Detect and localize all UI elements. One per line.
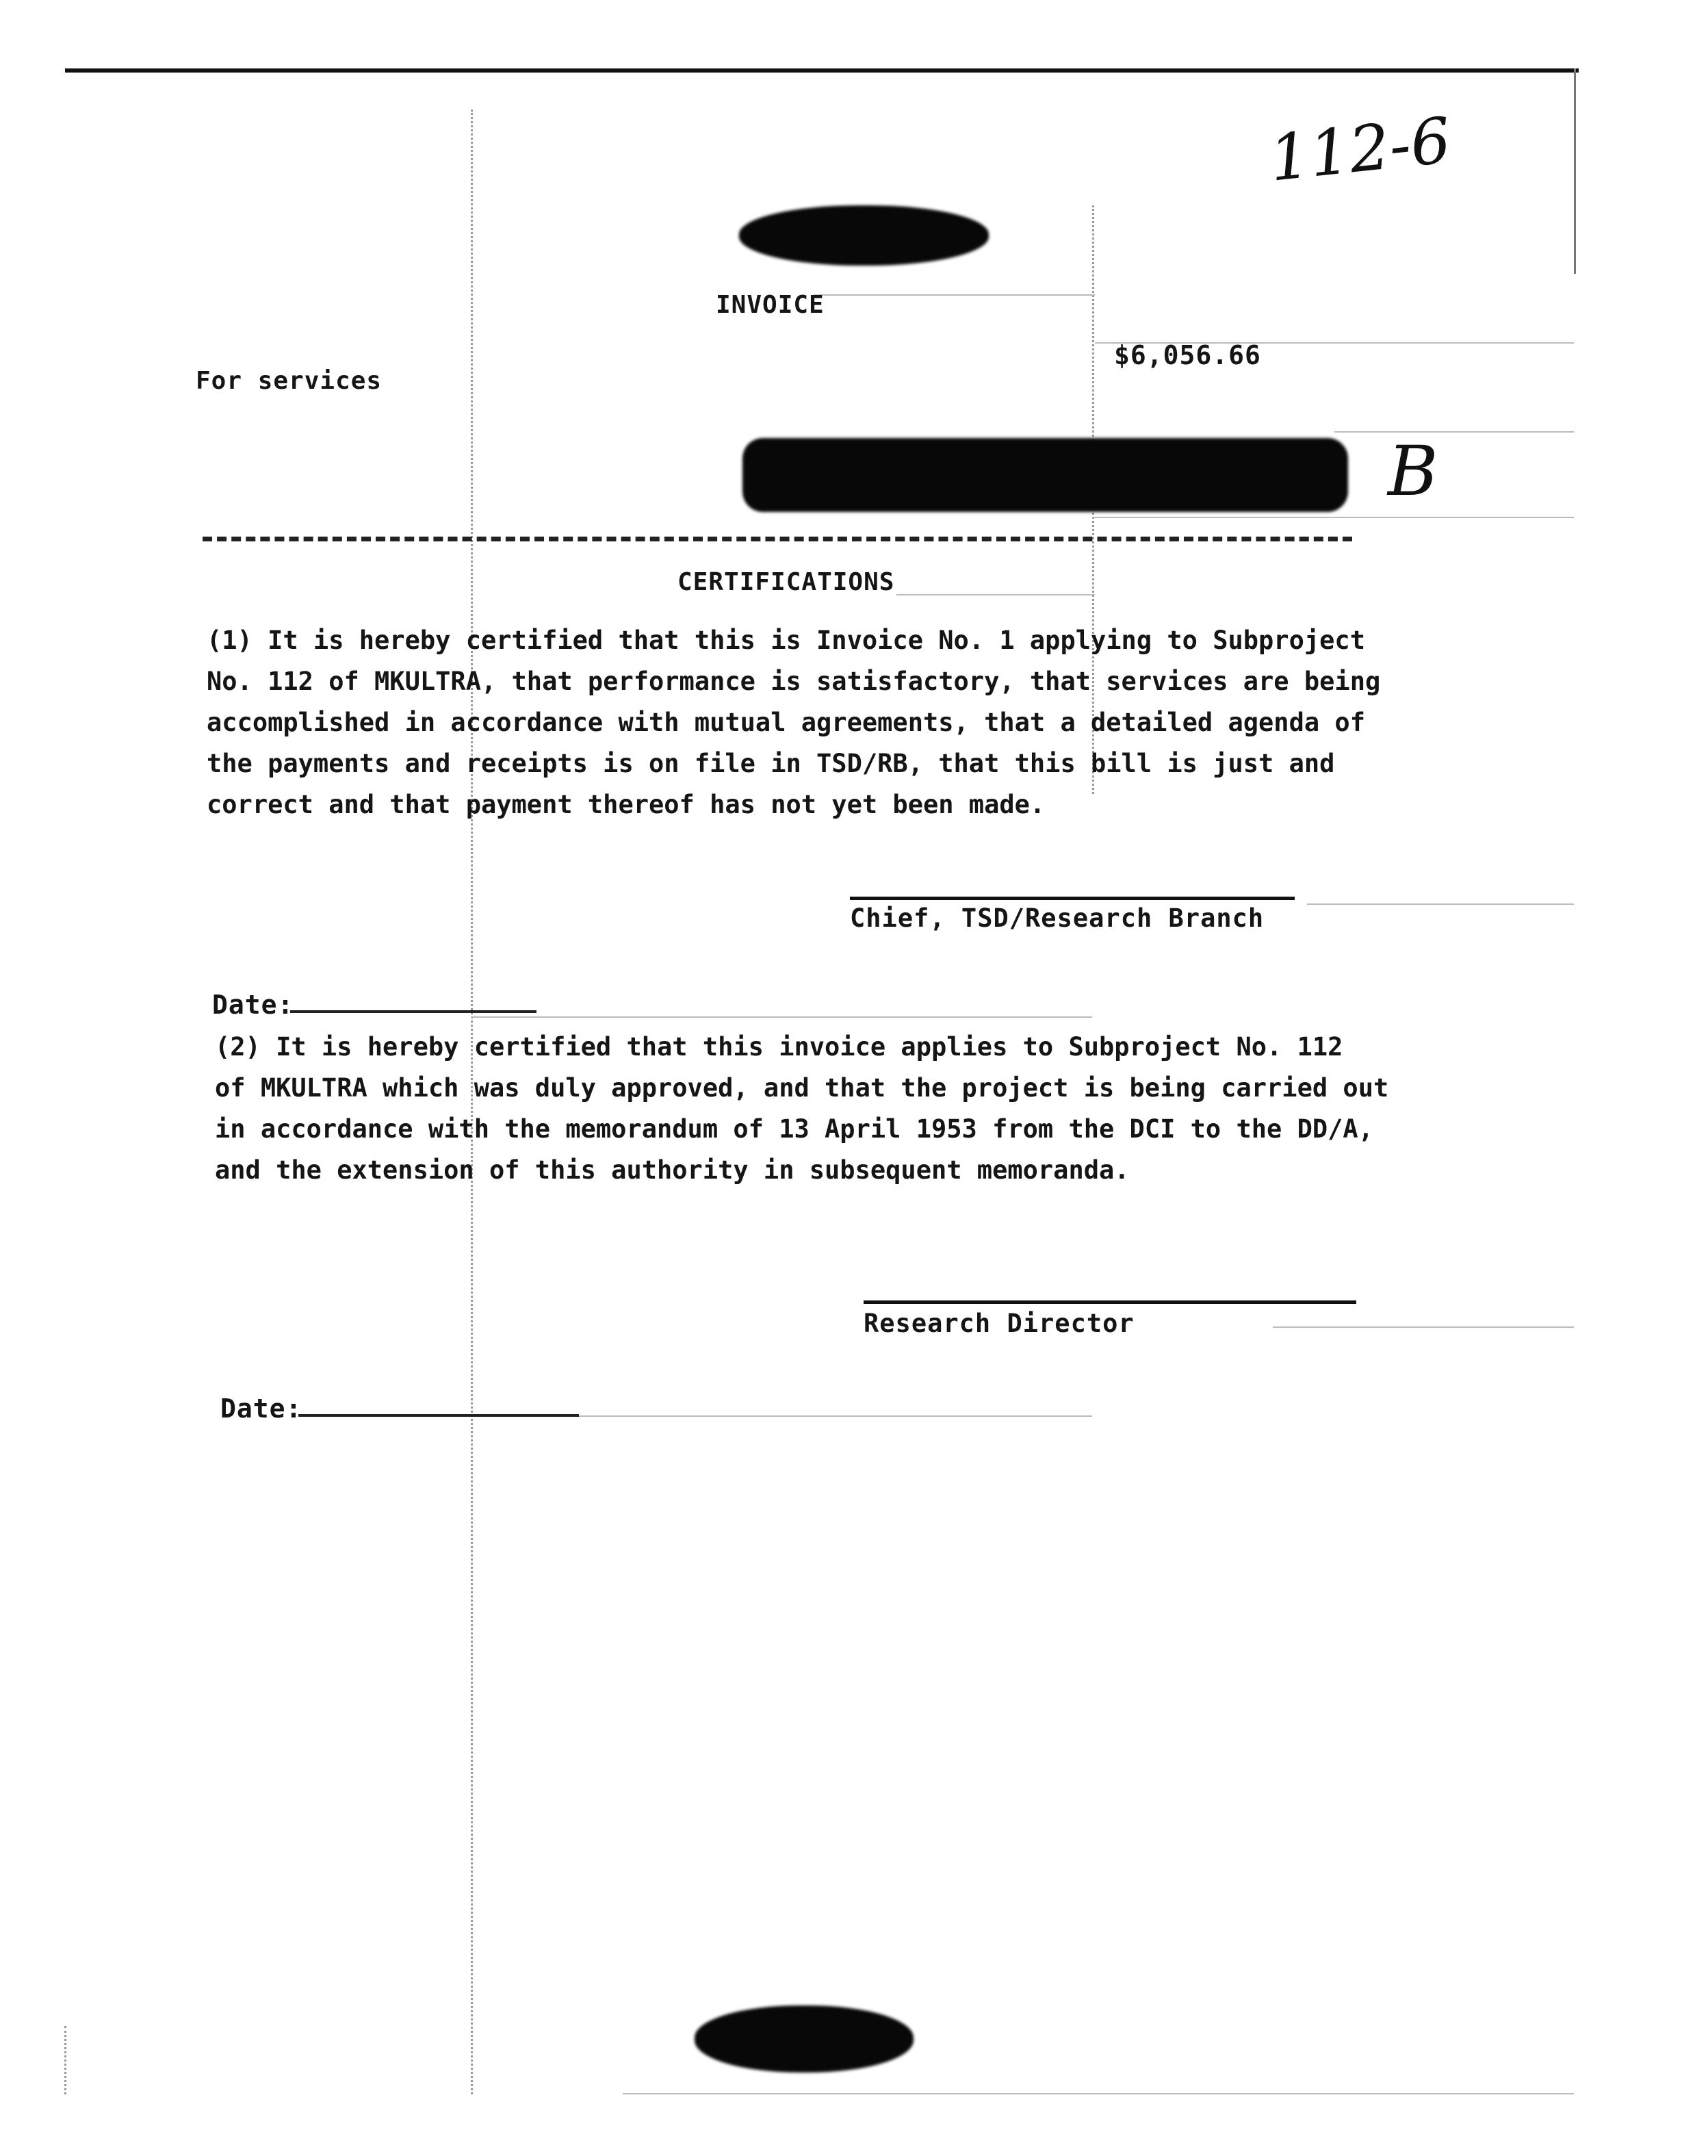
scan-artifact-line xyxy=(1273,1326,1574,1328)
paragraph-line: in accordance with the memorandum of 13 April 1953 from the DCI to the DD/A, xyxy=(215,1114,1373,1144)
scan-artifact-line xyxy=(1334,431,1574,433)
invoice-amount: $6,056.66 xyxy=(1114,340,1261,370)
paragraph-line: the payments and receipts is on file in TSD/RB, that this bill is just and xyxy=(207,749,1335,778)
signature-title-2: Research Director xyxy=(864,1309,1135,1338)
right-edge-line xyxy=(1574,68,1576,274)
scan-artifact-line xyxy=(1307,903,1574,905)
top-border-rule xyxy=(65,68,1579,73)
handwritten-doc-number: 112-6 xyxy=(1266,103,1455,196)
handwritten-mark: B xyxy=(1388,431,1438,511)
paragraph-line: No. 112 of MKULTRA, that performance is satisfactory, that services are being xyxy=(207,667,1381,696)
scan-artifact-line xyxy=(1092,517,1574,518)
date-line-2 xyxy=(298,1414,579,1417)
signature-line-1 xyxy=(850,897,1295,900)
certification-paragraph-1 xyxy=(207,620,1380,825)
for-services-label: For services xyxy=(196,367,383,395)
paragraph-line: and the extension of this authority in subsequent memoranda. xyxy=(215,1155,1130,1185)
scan-artifact-line xyxy=(814,294,1095,296)
certification-paragraph-2 xyxy=(215,1027,1388,1191)
redaction-block-payee xyxy=(742,438,1348,512)
scan-artifact-line xyxy=(623,2093,1574,2094)
paragraph-line: accomplished in accordance with mutual agreements, that a detailed agenda of xyxy=(207,708,1365,737)
scan-artifact-line xyxy=(471,1016,1092,1018)
redaction-block-top xyxy=(739,205,989,266)
invoice-title: INVOICE xyxy=(716,291,825,319)
paragraph-line: correct and that payment thereof has not yet been made. xyxy=(207,790,1046,819)
signature-line-2 xyxy=(864,1300,1356,1304)
signature-title-1: Chief, TSD/Research Branch xyxy=(850,903,1265,933)
dashed-separator xyxy=(203,537,1352,541)
redaction-block-bottom xyxy=(695,2005,914,2072)
paragraph-line: (2) It is hereby certified that this invoice applies to Subproject No. 112 xyxy=(215,1032,1343,1062)
scan-artifact-line xyxy=(64,2026,66,2094)
certifications-heading: CERTIFICATIONS xyxy=(677,568,895,596)
paragraph-line: (1) It is hereby certified that this is Invoice No. 1 applying to Subproject xyxy=(207,626,1365,655)
paragraph-line: of MKULTRA which was duly approved, and that the project is being carried out xyxy=(215,1073,1389,1103)
date-label-1: Date: xyxy=(212,990,294,1020)
scan-artifact-line xyxy=(575,1415,1092,1417)
scan-artifact-line xyxy=(896,594,1095,595)
date-line-1 xyxy=(290,1010,536,1013)
date-label-2: Date: xyxy=(220,1394,302,1424)
